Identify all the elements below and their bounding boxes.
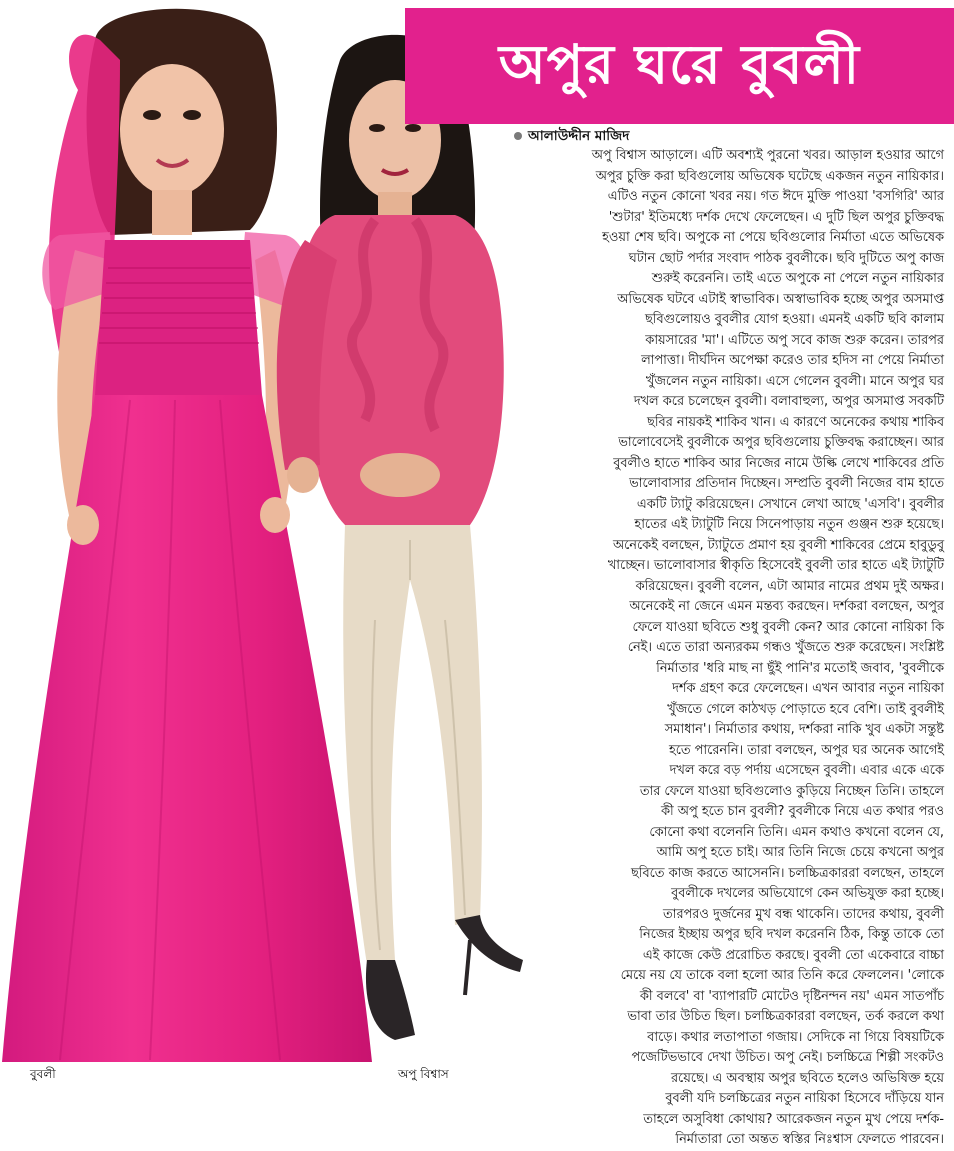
bullet-icon bbox=[514, 132, 522, 140]
article-line: বাড়ে। কথার লতাপাতা গজায়। সেদিকে না গিয়ে বিষয়টিকে bbox=[647, 1029, 944, 1045]
article-line: ভাবা তার উচিত ছিল। চলচ্চিত্রকাররা বলছেন, তর্ক করলে কথা bbox=[627, 1009, 944, 1024]
article-line: একটি ট্যাটু করিয়েছেন। সেখানে লেখা আছে 'এসবি'। বুবলীর bbox=[636, 496, 944, 512]
article-line: বুবলীও হাতে শাকিব আর নিজের নামে উল্কি লেখে শাকিবের প্রতি bbox=[613, 455, 944, 471]
article-body bbox=[324, 146, 944, 1147]
article-line: মেয়ে নয় যে তাকে বলা হলো আর তিনি করে ফেললেন। 'লোকে bbox=[620, 968, 944, 983]
article-line: বুবলীকে দখলের অভিযোগে কেন অভিযুক্ত করা হচ্ছে। bbox=[671, 886, 944, 901]
article-line: দখল করে বড় পর্দায় এসেছেন বুবলী। এবার একে একে bbox=[669, 763, 944, 778]
article-line: নেই। এতে তারা অন্যরকম গন্ধও খুঁজতে শুরু করেছেন। সংশ্লিষ্ট bbox=[627, 640, 944, 655]
author-name: আলাউদ্দীন মাজিদ bbox=[528, 128, 630, 144]
article-line: এটিও নতুন কোনো খবর নয়। গত ঈদে মুক্তি পাওয়া 'বসগিরি' আর bbox=[607, 189, 944, 204]
article-line: অনেকেই বলছেন, ট্যাটুতে প্রমাণ হয় বুবলী শাকিবের প্রেমে হাবুডুবু bbox=[612, 537, 944, 553]
article-line: তাহলে অসুবিধা কোথায়? আরেকজন নতুন মুখ পেয়ে দর্শক- bbox=[643, 1111, 944, 1127]
headline-banner bbox=[405, 8, 954, 124]
article-line: দখল করে চলেছেন বুবলী। বলাবাহুল্য, অপুর অসমাপ্ত সবকটি bbox=[633, 394, 944, 409]
article-line: বুবলী যদি চলচ্চিত্রের নতুন নায়িকা হিসেবে দাঁড়িয়ে যান bbox=[665, 1091, 944, 1106]
article-line: আমি অপু হতে চাই। আর তিনি নিজে চেয়ে কখনো অপুর bbox=[656, 845, 944, 860]
article-line: হাতের এই ট্যাটুটি নিয়ে সিনেপাড়ায় নতুন গুঞ্জন শুরু হয়েছে। bbox=[634, 517, 944, 532]
article-line: অভিষেক ঘটবে এটাই স্বাভাবিক। অস্বাভাবিক হচ্ছে অপুর অসমাপ্ত bbox=[617, 291, 944, 307]
article-line: খুঁজলেন নতুন নায়িকা। এসে গেলেন বুবলী। মানে অপুর ঘর bbox=[645, 373, 944, 389]
article-line: তার ফেলে যাওয়া ছবিগুলোও কুড়িয়ে নিচ্ছেন তিনি। তাহলে bbox=[639, 783, 944, 799]
article-line: কোনো কথা বলেননি তিনি। এমন কথাও কখনো বলেন যে, bbox=[649, 824, 944, 840]
article-line: হতে পারেননি। তারা বলছেন, অপুর ঘর অনেক আগেই bbox=[668, 742, 944, 758]
article-line: খাচ্ছেন। ভালোবাসার স্বীকৃতি হিসেবেই বুবলী তার হাতে এই ট্যাটুটি bbox=[607, 558, 944, 573]
byline bbox=[514, 127, 629, 145]
article-line: কী বলবে' বা 'ব্যাপারটি মোটেও দৃষ্টিনন্দন নয়' এমন সাতপাঁচ bbox=[639, 988, 944, 1004]
article-line: অনেকেই না জেনে এমন মন্তব্য করছেন। দর্শকরা বলছেন, অপুর bbox=[629, 599, 944, 614]
article-line: ভালোবাসার প্রতিদান দিচ্ছেন। সম্প্রতি বুবলী নিজের বাম হাতে bbox=[629, 476, 944, 491]
article-line: সমাধান'। নির্মাতার কথায়, দর্শকরা নাকি খুব একটা সন্তুষ্ট bbox=[664, 722, 944, 737]
article-line: কী অপু হতে চান বুবলী? বুবলীকে নিয়ে এত কথার পরও bbox=[661, 804, 944, 819]
article-line: ছবিগুলোয়ও বুবলীর যোগ হওয়া। এমনই একটি ছবি কালাম bbox=[645, 312, 944, 327]
article-line: নির্মাতার 'ধরি মাছ না ছুঁই পানি'র মতোই জবাব, 'বুবলীকে bbox=[656, 660, 944, 676]
article-line: রয়েছে। এ অবস্থায় অপুর ছবিতে হলেও অভিষিক্ত হয়ে bbox=[670, 1070, 944, 1086]
article-line: 'শুটার' ইতিমধ্যে দর্শক দেখে ফেলেছেন। এ দুটি ছিল অপুর চুক্তিবদ্ধ bbox=[608, 209, 944, 225]
article-line: নির্মাতারা তো অন্তত স্বস্তির নিঃশ্বাস ফেলতে পারবেন। bbox=[675, 1132, 944, 1147]
caption-bubly: বুবলী bbox=[30, 1067, 56, 1081]
article-line: লাপাত্তা। দীর্ঘদিন অপেক্ষা করেও তার হদিস না পেয়ে নির্মাতা bbox=[641, 353, 944, 368]
article-line: অপুর চুক্তি করা ছবিগুলোয় অভিষেক ঘটেছে একজন নতুন নায়িকার। bbox=[595, 168, 944, 184]
article-line: দর্শক গ্রহণ করে ফেলেছেন। এখন আবার নতুন নায়িকা bbox=[672, 681, 944, 696]
article-line: ভালোবেসেই বুবলীকে অপুর ছবিগুলোয় চুক্তিবদ্ধ করাচ্ছেন। আর bbox=[618, 435, 944, 450]
article-line: নিজের ইচ্ছায় অপুর ছবি দখল করেননি ঠিক, কিন্তু তাকে তো bbox=[639, 927, 944, 942]
article-line: অপু বিশ্বাস আড়ালে। এটি অবশ্যই পুরনো খবর। আড়াল হওয়ার আগে bbox=[591, 148, 944, 163]
article-line: কায়সারের 'মা'। এটিতে অপু সবে কাজ শুরু করেন। তারপর bbox=[645, 332, 944, 348]
article-line: করিয়েছেন। বুবলী বলেন, এটা আমার নামের প্রথম দুই অক্ষর। bbox=[635, 578, 944, 594]
article-line: ছবির নায়কই শাকিব খান। এ কারণে অনেকের কথায় শাকিব bbox=[647, 414, 944, 430]
article-line: ফেলে যাওয়া ছবিতে শুধু বুবলী কেন? আর কোনো নায়িকা কি bbox=[632, 619, 944, 635]
article-line: ছবিতে কাজ করতে আসেননি। চলচ্চিত্রকাররা বলছেন, তাহলে bbox=[630, 865, 944, 881]
article-line: তারপরও দুর্জনের মুখ বন্ধ থাকেনি। তাদের কথায়, বুবলী bbox=[663, 906, 944, 922]
caption-apu-biswas: অপু বিশ্বাস bbox=[398, 1067, 449, 1081]
headline: অপুর ঘরে বুবলী bbox=[498, 33, 861, 96]
article-line: খুঁজতে গেলে কাঠখড় পোড়াতে হবে বেশি। তাই বুবলীই bbox=[667, 701, 944, 717]
article-line: পজেটিভভাবে দেখা উচিত। অপু নেই। চলচ্চিত্রে শিল্পী সংকটও bbox=[631, 1050, 944, 1065]
article-line: শুরুই করেননি। তাই এতে অপুকে না পেলে নতুন নায়িকার bbox=[651, 271, 944, 286]
article-line: ঘটান ছোট পর্দার সংবাদ পাঠক বুবলীকে। ছবি দুটিতে অপু কাজ bbox=[628, 250, 944, 266]
article-line: হওয়া শেষ ছবি। অপুকে না পেয়ে ছবিগুলোর নির্মাতা এতে অভিষেক bbox=[602, 230, 944, 245]
article-line: এই কাজে কেউ প্ররোচিত করছে। বুবলী তো একেবারে বাচ্চা bbox=[642, 947, 944, 963]
